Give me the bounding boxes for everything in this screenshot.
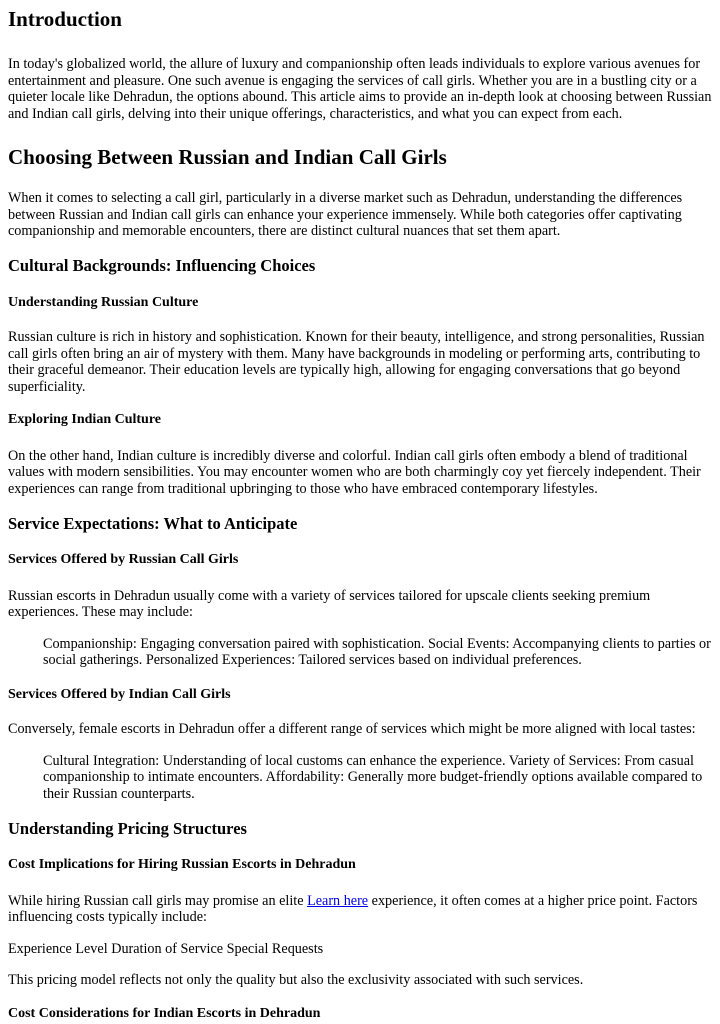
choosing-paragraph: When it comes to selecting a call girl, particularly in a diverse market such as Dehradun, understanding the differences between Russian and Indian call girls can enhance your experience immensely. While both categories offer captivating companionship and memorable encounters, there are distinct cultural nuances that set them apart. (8, 190, 683, 239)
russian-services-list: Companionship: Engaging conversation paired with sophistication. Social Events: Accompanying clients to parties or social gatherings. Personalized Experiences: Tailored services based on individual preferences. (43, 635, 711, 668)
russian-cost-heading: Cost Implications for Hiring Russian Escorts in Dehradun (8, 857, 356, 872)
russian-cost-text-before: While hiring Russian call girls may promise an elite (8, 892, 308, 909)
russian-services-heading: Services Offered by Russian Call Girls (8, 552, 239, 567)
russian-cost-factors: Experience Level Duration of Service Special Requests (8, 940, 324, 957)
indian-services-paragraph: Conversely, female escorts in Dehradun offer a different range of services which might be more aligned with local tastes: (8, 721, 696, 737)
intro-paragraph: In today's globalized world, the allure of luxury and companionship often leads individuals to explore various avenues for entertainment and pleasure. One such avenue is engaging the services of call girls. Whether you are in a bustling city or a quieter locale like Dehradun, the options abound. This article aims to provide an in-depth look at choosing between Russian and Indian call girls, delving into their unique offerings, characteristics, and what you can expect from each. (8, 56, 712, 122)
pricing-heading: Understanding Pricing Structures (8, 819, 247, 838)
intro-heading: Introduction (8, 7, 122, 31)
russian-services-paragraph: Russian escorts in Dehradun usually come with a variety of services tailored for upscale clients seeking premium experiences. These may include: (8, 587, 651, 620)
indian-cost-heading: Cost Considerations for Indian Escorts in Dehradun (8, 1005, 321, 1021)
learn-here-link[interactable]: Learn here (307, 892, 369, 909)
article (0, 7, 712, 1022)
russian-cost-note: This pricing model reflects not only the quality but also the exclusivity associated with such services. (8, 972, 584, 988)
choosing-heading: Choosing Between Russian and Indian Call Girls (8, 145, 447, 169)
russian-cost-paragraph (8, 893, 712, 926)
cultural-heading: Cultural Backgrounds: Influencing Choices (8, 255, 316, 275)
indian-services-heading: Services Offered by Indian Call Girls (8, 686, 231, 702)
indian-culture-paragraph: On the other hand, Indian culture is incredibly diverse and colorful. Indian call girls often embody a blend of traditional values with modern sensibilities. You may encounter women who are both charmingly coy yet fiercely independent. Their experiences can range from traditional upbringing to those who have embraced contemporary lifestyles. (8, 447, 701, 497)
indian-culture-heading: Exploring Indian Culture (8, 412, 162, 427)
indian-services-list: Cultural Integration: Understanding of local customs can enhance the experience. Variety of Services: From casual companionship to intimate encounters. Affordability: Generally more budget-friendly options available compared to their Russian counterparts. (43, 752, 703, 802)
services-heading: Service Expectations: What to Anticipate (8, 514, 298, 533)
russian-culture-heading: Understanding Russian Culture (8, 294, 199, 310)
russian-culture-paragraph: Russian culture is rich in history and sophistication. Known for their beauty, intelligence, and strong personalities, Russian call girls often bring an air of mystery with them. Many have backgrounds in modeling or performing arts, contributing to their graceful demeanor. Their education levels are typically high, allowing for engaging conversations that go beyond superficiality. (8, 329, 705, 395)
russian-cost-text-after: experience, it often comes at a higher price point. Factors influencing costs typically include: (8, 892, 698, 925)
